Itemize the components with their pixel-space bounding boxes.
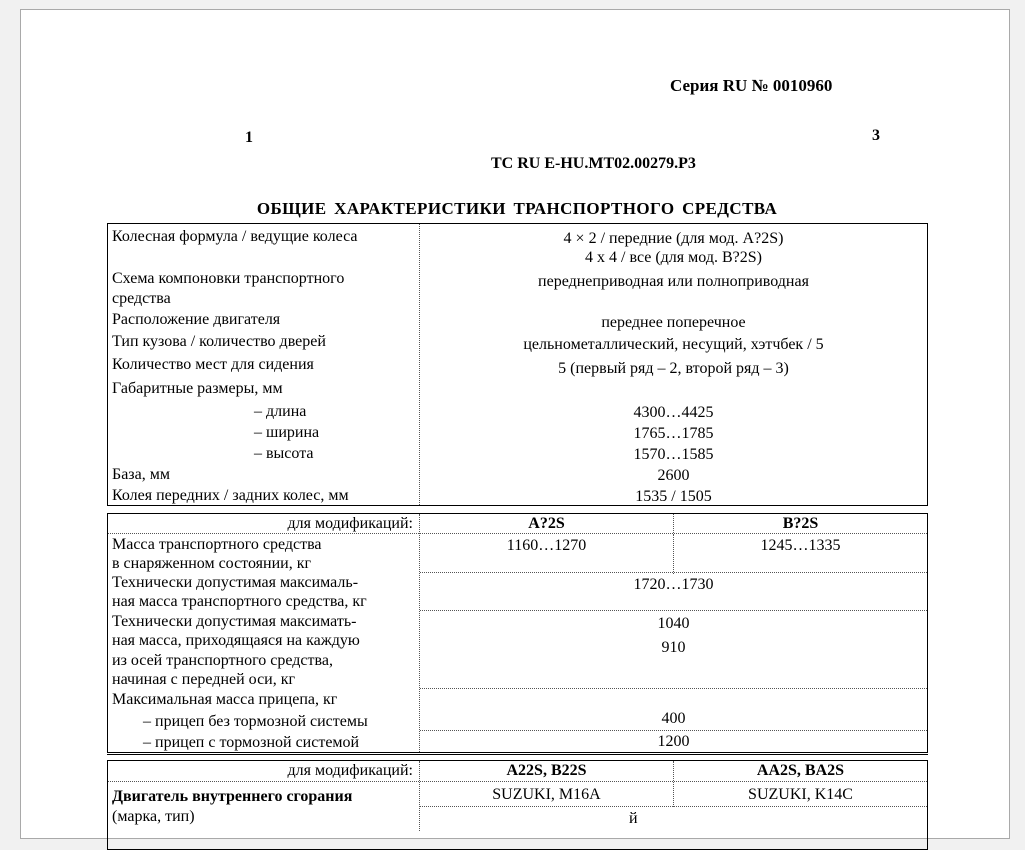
- trailer-unbraked-value: 400: [661, 710, 686, 727]
- axle-mass-value-front: 1040: [657, 615, 690, 632]
- mods-label: для модификаций:: [287, 515, 413, 532]
- series-number: Серия RU № 0010960: [670, 76, 833, 95]
- seats-value: 5 (первый ряд – 2, второй ряд – 3): [558, 360, 789, 377]
- axle-mass-label-2: ная масса, приходящаяся на каждую: [112, 632, 360, 649]
- mass-table-bottom-rule: [107, 754, 928, 755]
- axle-mass-value-rear: 910: [661, 639, 686, 656]
- table3-row-line-2: [420, 806, 927, 807]
- curb-mass-b: 1245…1335: [760, 537, 841, 554]
- engine-position-label: Расположение двигателя: [112, 311, 281, 328]
- layout-label-1: Схема компоновки транспортного: [112, 270, 345, 287]
- track-label: Колея передних / задних колес, мм: [112, 487, 349, 504]
- document-page: [20, 9, 1010, 839]
- engine-position-value: переднее поперечное: [601, 314, 746, 331]
- wheel-formula-value-2: 4 x 4 / все (для мод. B?2S): [585, 249, 762, 266]
- layout-value: переднеприводная или полноприводная: [538, 273, 809, 290]
- trailer-unbraked-label: – прицеп без тормозной системы: [143, 713, 368, 730]
- length-label: – длина: [254, 403, 307, 420]
- track-value: 1535 / 1505: [635, 488, 712, 505]
- wheelbase-value: 2600: [657, 467, 690, 484]
- page-title: ОБЩИЕ ХАРАКТЕРИСТИКИ ТРАНСПОРТНОГО СРЕДСТВА: [256, 199, 778, 218]
- axle-mass-label-4: начиная с передней оси, кг: [112, 671, 296, 688]
- height-value: 1570…1585: [633, 446, 714, 463]
- height-label: – высота: [254, 445, 314, 462]
- curb-mass-a: 1160…1270: [506, 537, 587, 554]
- width-value: 1765…1785: [633, 425, 714, 442]
- wheelbase-label: База, мм: [112, 466, 170, 483]
- table2-row-line-2: [420, 572, 927, 573]
- mod-b-header: B?2S: [782, 515, 819, 532]
- mod-a-header: A?2S: [528, 515, 565, 532]
- seats-label: Количество мест для сидения: [112, 356, 314, 373]
- wheel-formula-label: Колесная формула / ведущие колеса: [112, 228, 358, 245]
- mod-b-header-2: AA2S, BA2S: [756, 762, 845, 779]
- table2-row-line-3: [420, 610, 927, 611]
- layout-label-2: средства: [112, 290, 171, 307]
- gvw-label-1: Технически допустимая максималь-: [112, 574, 359, 591]
- length-value: 4300…4425: [633, 404, 714, 421]
- table3-row-line-1: [108, 781, 927, 782]
- engine-label: Двигатель внутреннего сгорания: [112, 788, 353, 805]
- mod-a-header-2: A22S, B22S: [506, 762, 587, 779]
- body-type-label: Тип кузова / количество дверей: [112, 333, 326, 350]
- mods-label-2: для модификаций:: [287, 762, 413, 779]
- axle-mass-label-3: из осей транспортного средства,: [112, 652, 333, 669]
- table2-row-line-5: [420, 730, 927, 731]
- table2-row-line-4: [420, 688, 927, 689]
- table2-row-line-1: [108, 533, 927, 534]
- engine-cut-value: й: [629, 810, 638, 827]
- curb-mass-label-1: Масса транспортного средства: [112, 536, 322, 553]
- width-label: – ширина: [254, 424, 320, 441]
- gvw-label-2: ная масса транспортного средства, кг: [112, 593, 367, 610]
- engine-b: SUZUKI, K14C: [748, 786, 853, 803]
- trailer-braked-label: – прицеп с тормозной системой: [143, 734, 360, 751]
- tc-number: ТС RU E-HU.MT02.00279.Р3: [491, 155, 696, 172]
- axle-mass-label-1: Технически допустимая максимать-: [112, 613, 357, 630]
- curb-mass-label-2: в снаряженном состоянии, кг: [112, 555, 312, 572]
- wheel-formula-value-1: 4 × 2 / передние (для мод. A?2S): [563, 230, 784, 247]
- engine-a: SUZUKI, M16A: [492, 786, 601, 803]
- gvw-value: 1720…1730: [633, 576, 714, 593]
- trailer-mass-label: Максимальная масса прицепа, кг: [112, 691, 338, 708]
- dimensions-label: Габаритные размеры, мм: [112, 380, 283, 397]
- body-type-value: цельнометаллический, несущий, хэтчбек / 5: [523, 336, 824, 353]
- engine-sub-label: (марка, тип): [112, 808, 195, 825]
- page-marker-right: 3: [872, 127, 880, 144]
- page-marker-left: 1: [245, 129, 253, 146]
- trailer-braked-value: 1200: [657, 733, 690, 750]
